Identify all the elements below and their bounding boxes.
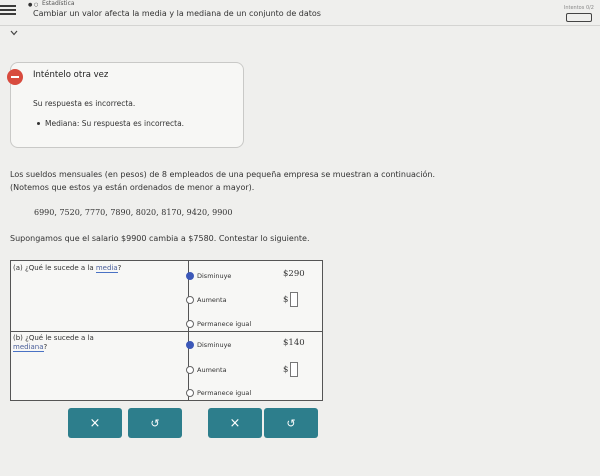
question-b-label: (b) ¿Qué le sucede a la mediana? (13, 334, 94, 351)
radio-selected[interactable] (186, 272, 194, 280)
page-title: Cambiar un valor afecta la media y la mediana de un conjunto de datos (33, 9, 321, 18)
undo-button-a[interactable]: ↺ (128, 408, 182, 438)
option-a-permanece[interactable]: Permanece igual (197, 320, 251, 328)
mediana-link[interactable]: mediana (13, 343, 44, 351)
question-table (10, 260, 323, 401)
answer-a-disminuye-value: $290 (283, 269, 305, 279)
answer-input[interactable] (290, 362, 298, 377)
media-link[interactable]: media (95, 264, 118, 272)
feedback-panel (10, 62, 244, 148)
option-a-disminuye[interactable]: Disminuye (197, 272, 231, 280)
problem-instruction: Supongamos que el salario $9900 cambia a $7580. Contestar lo siguiente. (10, 234, 310, 243)
radio-selected[interactable] (186, 341, 194, 349)
option-b-permanece[interactable]: Permanece igual (197, 389, 251, 397)
clear-button-b[interactable]: × (208, 408, 262, 438)
header-divider (0, 25, 600, 26)
option-a-aumenta[interactable]: Aumenta (197, 296, 227, 304)
answer-b-disminuye-value: $140 (283, 338, 305, 348)
option-b-disminuye[interactable]: Disminuye (197, 341, 231, 349)
feedback-message: Su respuesta es incorrecta. (33, 99, 136, 108)
topic-category: Estadística (42, 0, 75, 7)
clear-button-a[interactable]: × (68, 408, 122, 438)
answer-b-aumenta-field[interactable]: $ (283, 362, 298, 377)
undo-button-b[interactable]: ↺ (264, 408, 318, 438)
answer-a-aumenta-field[interactable]: $ (283, 292, 298, 307)
radio-unselected[interactable] (186, 366, 194, 374)
answer-input[interactable] (290, 292, 298, 307)
question-a-label: (a) ¿Qué le sucede a la media? (13, 264, 122, 272)
attempts-label: Intentos 0/2 (563, 5, 594, 11)
top-bar (0, 0, 600, 22)
problem-note: (Notemos que estos ya están ordenados de menor a mayor). (10, 183, 255, 192)
salary-list: 6990, 7520, 7770, 7890, 8020, 8170, 9420, 9900 (34, 208, 233, 217)
option-b-aumenta[interactable]: Aumenta (197, 366, 227, 374)
radio-unselected[interactable] (186, 296, 194, 304)
feedback-bullet: Mediana: Su respuesta es incorrecta. (45, 119, 185, 128)
table-divider (11, 331, 322, 332)
toggle-switch[interactable] (566, 13, 592, 22)
feedback-title: Inténtelo otra vez (33, 70, 109, 80)
radio-unselected[interactable] (186, 320, 194, 328)
progress-dots: ● ○ (28, 2, 39, 8)
minus-circle-icon (7, 69, 23, 85)
chevron-down-icon[interactable] (10, 29, 18, 37)
menu-icon[interactable] (0, 3, 16, 17)
problem-intro: Los sueldos mensuales (en pesos) de 8 empleados de una pequeña empresa se muestran a continuación. (10, 170, 436, 179)
radio-unselected[interactable] (186, 389, 194, 397)
